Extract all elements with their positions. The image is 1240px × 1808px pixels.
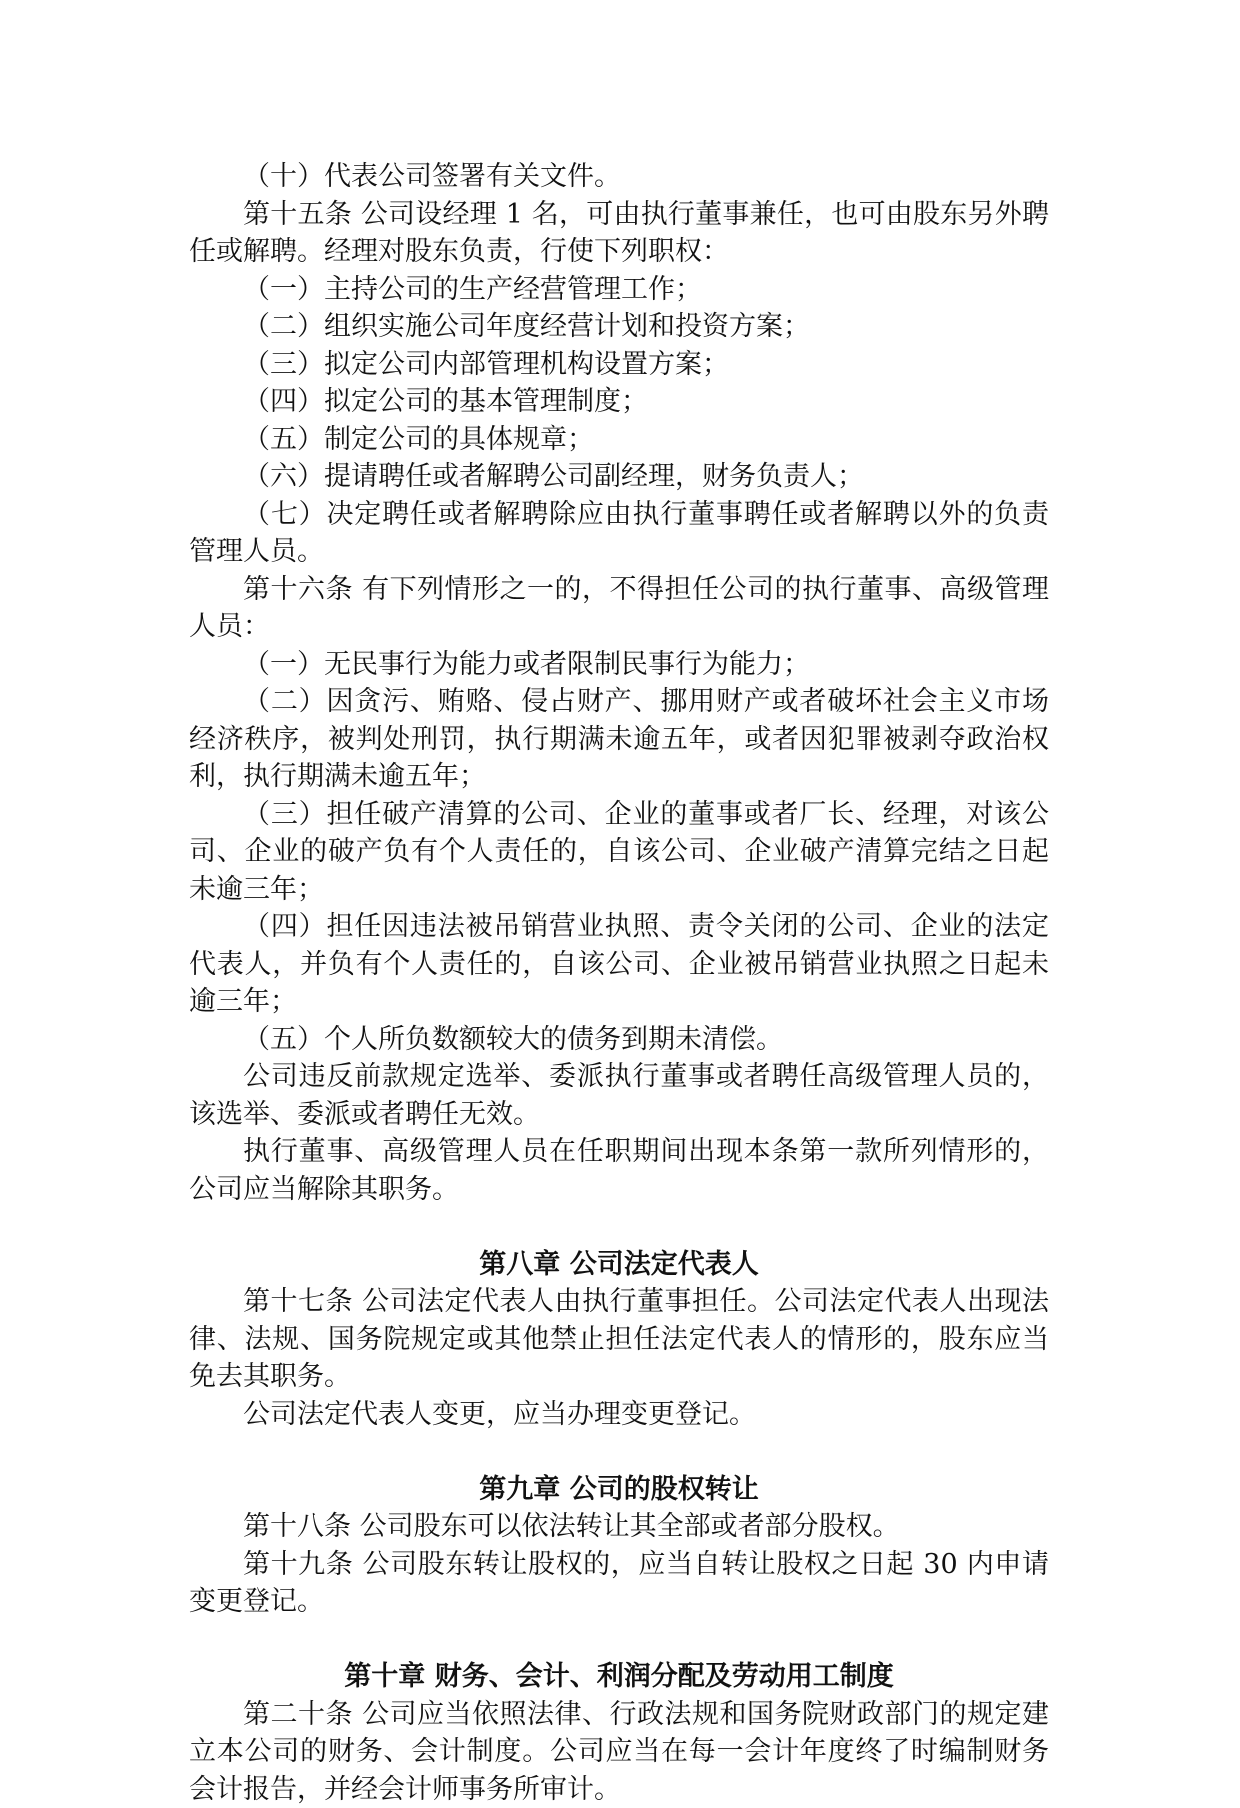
paragraph: 第十六条 有下列情形之一的，不得担任公司的执行董事、高级管理人员： (189, 571, 1049, 646)
chapter-heading: 第九章 公司的股权转让 (189, 1471, 1049, 1509)
section-spacer (189, 1433, 1049, 1471)
paragraph: 第十九条 公司股东转让股权的，应当自转让股权之日起 30 内申请变更登记。 (189, 1546, 1049, 1621)
paragraph: （十）代表公司签署有关文件。 (189, 158, 1049, 196)
document-body (189, 158, 1049, 1808)
paragraph: （四）拟定公司的基本管理制度； (189, 383, 1049, 421)
paragraph: 公司违反前款规定选举、委派执行董事或者聘任高级管理人员的，该选举、委派或者聘任无效。 (189, 1058, 1049, 1133)
paragraph: （四）担任因违法被吊销营业执照、责令关闭的公司、企业的法定代表人，并负有个人责任的，自该公司、企业被吊销营业执照之日起未逾三年； (189, 908, 1049, 1021)
section-spacer (189, 1621, 1049, 1659)
paragraph: 第二十条 公司应当依照法律、行政法规和国务院财政部门的规定建立本公司的财务、会计制度。公司应当在每一会计年度终了时编制财务会计报告，并经会计师事务所审计。 (189, 1696, 1049, 1808)
chapter-heading: 第八章 公司法定代表人 (189, 1246, 1049, 1284)
paragraph: （五）制定公司的具体规章； (189, 421, 1049, 459)
paragraph: （二）因贪污、贿赂、侵占财产、挪用财产或者破坏社会主义市场经济秩序，被判处刑罚，执行期满未逾五年，或者因犯罪被剥夺政治权利，执行期满未逾五年； (189, 683, 1049, 796)
paragraph: （一）主持公司的生产经营管理工作； (189, 271, 1049, 309)
paragraph: （五）个人所负数额较大的债务到期未清偿。 (189, 1021, 1049, 1059)
paragraph: （六）提请聘任或者解聘公司副经理，财务负责人； (189, 458, 1049, 496)
paragraph: 公司法定代表人变更，应当办理变更登记。 (189, 1396, 1049, 1434)
paragraph: 第十七条 公司法定代表人由执行董事担任。公司法定代表人出现法律、法规、国务院规定或其他禁止担任法定代表人的情形的，股东应当免去其职务。 (189, 1283, 1049, 1396)
paragraph: 执行董事、高级管理人员在任职期间出现本条第一款所列情形的，公司应当解除其职务。 (189, 1133, 1049, 1208)
paragraph: （三）担任破产清算的公司、企业的董事或者厂长、经理，对该公司、企业的破产负有个人责任的，自该公司、企业破产清算完结之日起未逾三年； (189, 796, 1049, 909)
paragraph: （三）拟定公司内部管理机构设置方案； (189, 346, 1049, 384)
paragraph: （七）决定聘任或者解聘除应由执行董事聘任或者解聘以外的负责管理人员。 (189, 496, 1049, 571)
chapter-heading: 第十章 财务、会计、利润分配及劳动用工制度 (189, 1658, 1049, 1696)
paragraph: 第十五条 公司设经理 1 名，可由执行董事兼任，也可由股东另外聘任或解聘。经理对股东负责，行使下列职权： (189, 196, 1049, 271)
paragraph: （二）组织实施公司年度经营计划和投资方案； (189, 308, 1049, 346)
section-spacer (189, 1208, 1049, 1246)
paragraph: 第十八条 公司股东可以依法转让其全部或者部分股权。 (189, 1508, 1049, 1546)
paragraph: （一）无民事行为能力或者限制民事行为能力； (189, 646, 1049, 684)
